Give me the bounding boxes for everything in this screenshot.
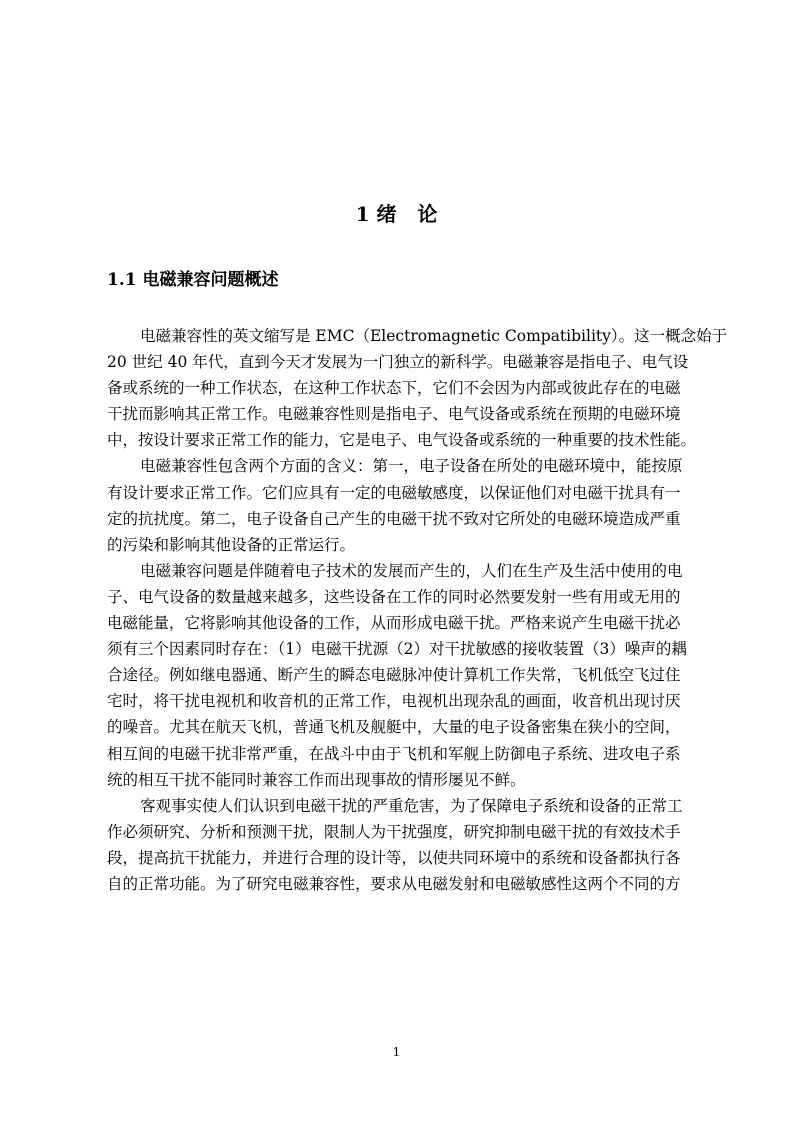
paragraph-line: 须有三个因素同时存在：（1）电磁干扰源（2）对干扰敏感的接收装置（3）噪声的耦 bbox=[107, 640, 687, 659]
paragraph-line: 自的正常功能。为了研究电磁兼容性，要求从电磁发射和电磁敏感性这两个不同的方 bbox=[107, 874, 681, 893]
chapter-title: 1 绪 论 bbox=[355, 202, 438, 226]
paragraph bbox=[107, 323, 728, 453]
body-text bbox=[107, 323, 728, 897]
paragraph-line: 电磁兼容性的英文缩写是 EMC（Electromagnetic Compatibility）。这一概念始于 bbox=[140, 327, 728, 345]
paragraph-line: 统的相互干扰不能同时兼容工作而出现事故的情形屡见不鲜。 bbox=[107, 770, 526, 789]
paragraph-line: 定的抗扰度。第二，电子设备自己产生的电磁干扰不致对它所处的电磁环境造成严重 bbox=[107, 509, 681, 528]
paragraph-line: 的噪音。尤其在航天飞机，普通飞机及舰艇中，大量的电子设备密集在狭小的空间， bbox=[107, 718, 681, 737]
paragraph-line: 干扰而影响其正常工作。电磁兼容性则是指电子、电气设备或系统在预期的电磁环境 bbox=[107, 405, 681, 424]
paragraph-line: 中，按设计要求正常工作的能力，它是电子、电气设备或系统的一种重要的技术性能。 bbox=[107, 431, 697, 450]
paragraph-line: 电磁兼容问题是伴随着电子技术的发展而产生的，人们在生产及生活中使用的电 bbox=[140, 561, 683, 580]
paragraph-line: 有设计要求正常工作。它们应具有一定的电磁敏感度，以保证他们对电磁干扰具有一 bbox=[107, 483, 681, 502]
paragraph-line: 备或系统的一种工作状态，在这种工作状态下，它们不会因为内部或彼此存在的电磁 bbox=[107, 379, 681, 398]
paragraph-line: 的污染和影响其他设备的正常运行。 bbox=[107, 535, 356, 554]
paragraph-line: 20 世纪 40 年代，直到今天才发展为一门独立的新科学。电磁兼容是指电子、电气设 bbox=[107, 353, 689, 372]
paragraph-line: 电磁能量，它将影响其他设备的工作，从而形成电磁干扰。严格来说产生电磁干扰必 bbox=[107, 614, 681, 633]
paragraph-line: 客观事实使人们认识到电磁干扰的严重危害，为了保障电子系统和设备的正常工 bbox=[140, 796, 683, 815]
section-title: 1.1 电磁兼容问题概述 bbox=[107, 270, 279, 290]
paragraph-line: 合途径。例如继电器通、断产生的瞬态电磁脉冲使计算机工作失常，飞机低空飞过住 bbox=[107, 666, 681, 685]
paragraph-line: 段，提高抗干扰能力，并进行合理的设计等，以使共同环境中的系统和设备都执行各 bbox=[107, 848, 681, 867]
paragraph bbox=[107, 453, 685, 557]
paragraph bbox=[107, 558, 685, 793]
paragraph-line: 子、电气设备的数量越来越多，这些设备在工作的同时必然要发射一些有用或无用的 bbox=[107, 587, 681, 606]
paragraph-line: 电磁兼容性包含两个方面的含义：第一，电子设备在所处的电磁环境中，能按原 bbox=[140, 457, 683, 476]
paragraph-line: 相互间的电磁干扰非常严重，在战斗中由于飞机和军舰上防御电子系统、进攻电子系 bbox=[107, 744, 681, 763]
paragraph-line: 宅时，将干扰电视机和收音机的正常工作，电视机出现杂乱的画面，收音机出现讨厌 bbox=[107, 692, 681, 711]
paragraph bbox=[107, 793, 685, 897]
page-number: 1 bbox=[392, 1045, 401, 1059]
paragraph-line: 作必须研究、分析和预测干扰，限制人为干扰强度，研究抑制电磁干扰的有效技术手 bbox=[107, 822, 681, 841]
